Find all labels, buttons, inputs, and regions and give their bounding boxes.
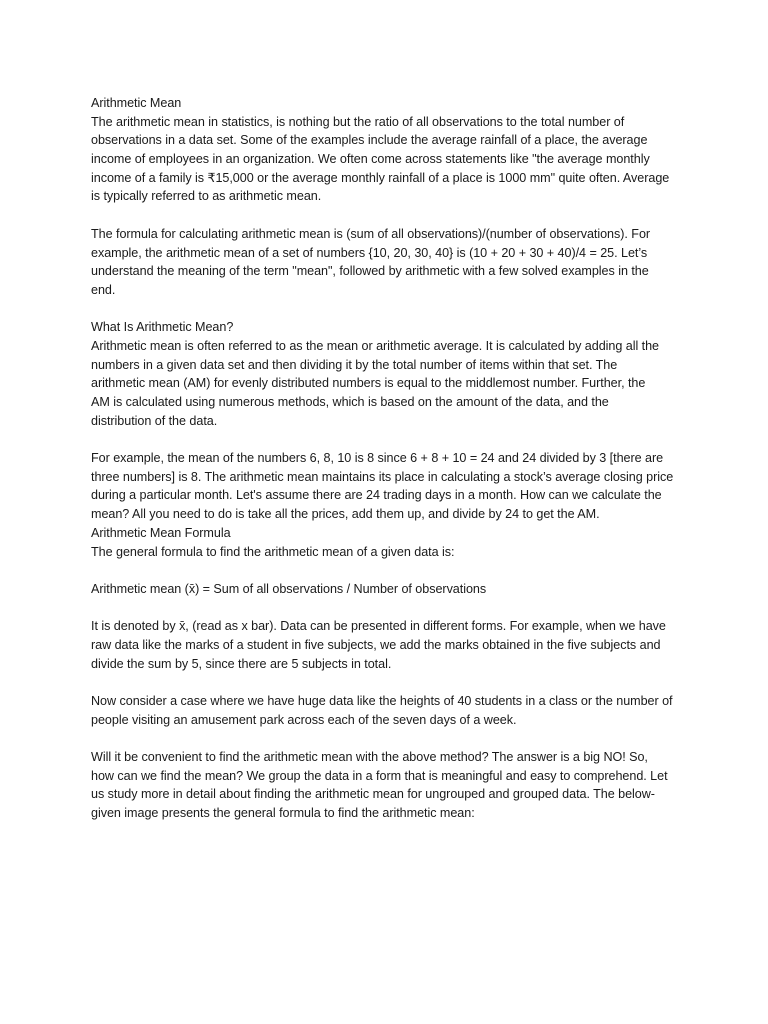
paragraph-gap: [91, 430, 691, 449]
text-line: divide the sum by 5, since there are 5 subjects in total.: [91, 656, 392, 671]
text-line: For example, the mean of the numbers 6, 8, 10 is 8 since 6 + 8 + 10 = 24 and 24 divided by 3 [there are: [91, 451, 664, 466]
text-line: The formula for calculating arithmetic mean is (sum of all observations)/(number of observations). For: [91, 226, 651, 241]
paragraph: [91, 580, 691, 599]
paragraph-gap: [91, 729, 691, 748]
text-line: numbers in a given data set and then dividing it by the total number of items within that set. The: [91, 357, 618, 372]
section-heading: [91, 94, 691, 113]
text-line: observations in a data set. Some of the examples include the average rainfall of a place, the average: [91, 133, 648, 148]
text-line: income of a family is ₹15,000 or the average monthly rainfall of a place is 1000 mm" quite often. Average: [91, 170, 670, 185]
paragraph-gap: [91, 206, 691, 225]
text-line: The general formula to find the arithmetic mean of a given data is:: [91, 544, 455, 559]
text-line: three numbers] is 8. The arithmetic mean maintains its place in calculating a stock’s average closing price: [91, 469, 674, 484]
paragraph: [91, 543, 691, 562]
section-heading: [91, 318, 691, 337]
paragraph: [91, 449, 691, 524]
heading-text: Arithmetic Mean: [91, 96, 182, 110]
paragraph: [91, 113, 691, 206]
paragraph-gap: [91, 599, 691, 618]
text-line: arithmetic mean (AM) for evenly distributed numbers is equal to the middlemost number. Further, the: [91, 376, 646, 391]
text-line: Now consider a case where we have huge data like the heights of 40 students in a class or the number of: [91, 694, 673, 708]
heading-text: What Is Arithmetic Mean?: [91, 320, 234, 335]
text-line: Arithmetic mean (x̄) = Sum of all observations / Number of observations: [91, 581, 487, 596]
paragraph: [91, 337, 691, 430]
text-line: It is denoted by x̄, (read as x bar). Data can be presented in different forms. For example, when we have: [91, 619, 666, 634]
paragraph: [91, 225, 691, 300]
text-line: during a particular month. Let's assume there are 24 trading days in a month. How can we calculate the: [91, 488, 662, 503]
paragraph-gap: [91, 300, 691, 319]
paragraph-gap: [91, 673, 691, 692]
text-line: Arithmetic mean is often referred to as the mean or arithmetic average. It is calculated by adding all the: [91, 338, 660, 353]
text-line: mean? All you need to do is take all the prices, add them up, and divide by 24 to get the AM.: [91, 507, 600, 522]
text-line: raw data like the marks of a student in five subjects, we add the marks obtained in the five subjects and: [91, 637, 661, 652]
section-heading: [91, 524, 691, 543]
document-page: [91, 94, 691, 823]
text-line: The arithmetic mean in statistics, is nothing but the ratio of all observations to the total number of: [91, 114, 625, 129]
text-line: how can we find the mean? We group the data in a form that is meaningful and easy to comprehend. Let: [91, 768, 668, 783]
paragraph: [91, 748, 691, 823]
text-line: income of employees in an organization. We often come across statements like "the average monthly: [91, 152, 650, 167]
text-line: distribution of the data.: [91, 413, 218, 428]
heading-text: Arithmetic Mean Formula: [91, 525, 231, 540]
text-line: us study more in detail about finding the arithmetic mean for ungrouped and grouped data. The below-: [91, 787, 655, 802]
text-line: is typically referred to as arithmetic mean.: [91, 189, 322, 204]
paragraph-gap: [91, 561, 691, 580]
text-line: Will it be convenient to find the arithmetic mean with the above method? The answer is a big NO! So,: [91, 750, 648, 765]
paragraph: [91, 692, 691, 729]
text-line: AM is calculated using numerous methods, which is based on the amount of the data, and the: [91, 395, 609, 409]
text-line: understand the meaning of the term "mean", followed by arithmetic with a few solved examples in the: [91, 264, 649, 279]
text-line: example, the arithmetic mean of a set of numbers {10, 20, 30, 40} is (10 + 20 + 30 + 40)/4 = 25. Let’s: [91, 245, 648, 260]
paragraph: [91, 617, 691, 673]
text-line: people visiting an amusement park across each of the seven days of a week.: [91, 712, 517, 727]
text-line: given image presents the general formula to find the arithmetic mean:: [91, 806, 475, 821]
text-line: end.: [91, 282, 116, 297]
